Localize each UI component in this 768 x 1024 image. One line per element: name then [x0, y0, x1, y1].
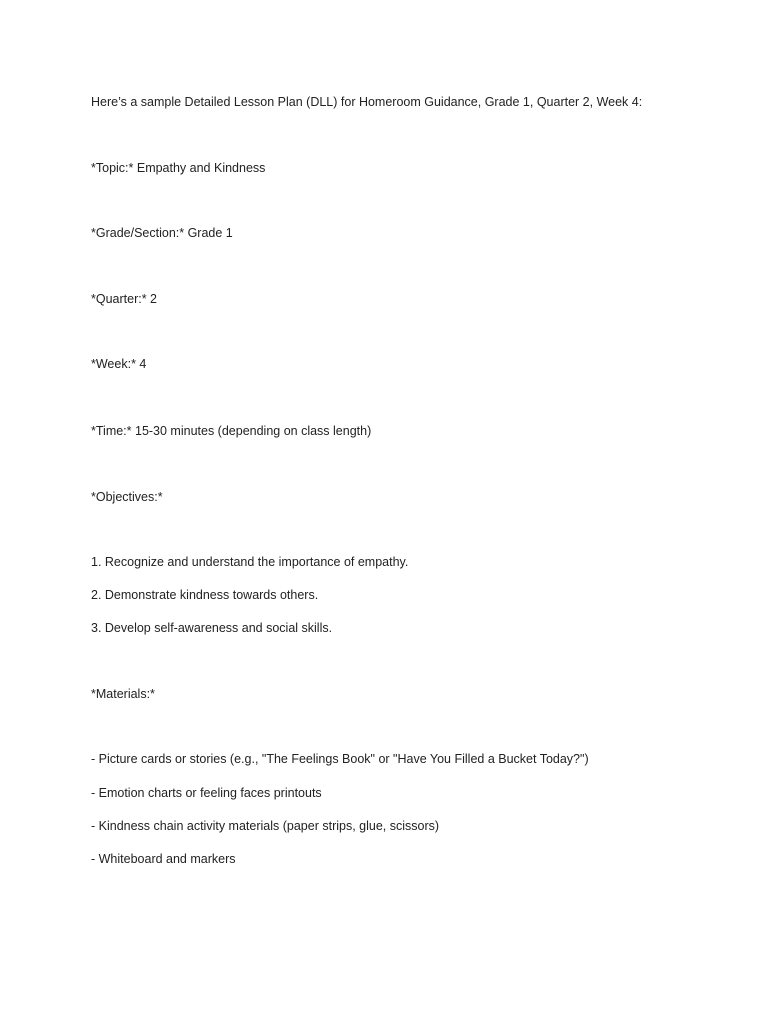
- grade-section-line: *Grade/Section:* Grade 1: [91, 226, 233, 240]
- time-line: *Time:* 15-30 minutes (depending on class length): [91, 424, 372, 438]
- topic-line: *Topic:* Empathy and Kindness: [91, 161, 266, 175]
- material-item: - Kindness chain activity materials (paper strips, glue, scissors): [91, 819, 440, 833]
- objectives-heading: *Objectives:*: [91, 490, 163, 504]
- objective-item: 2. Demonstrate kindness towards others.: [91, 588, 319, 602]
- material-item: - Emotion charts or feeling faces printouts: [91, 786, 322, 800]
- objective-item: 3. Develop self-awareness and social skills.: [91, 621, 333, 635]
- objective-item: 1. Recognize and understand the importance of empathy.: [91, 555, 409, 569]
- materials-heading: *Materials:*: [91, 687, 155, 701]
- quarter-line: *Quarter:* 2: [91, 292, 158, 306]
- intro-text: Here’s a sample Detailed Lesson Plan (DLL) for Homeroom Guidance, Grade 1, Quarter 2, Week 4:: [91, 95, 643, 109]
- week-line: *Week:* 4: [91, 357, 147, 371]
- material-item: - Whiteboard and markers: [91, 852, 236, 866]
- material-item: - Picture cards or stories (e.g., "The Feelings Book" or "Have You Filled a Bucket Today?"): [91, 752, 589, 766]
